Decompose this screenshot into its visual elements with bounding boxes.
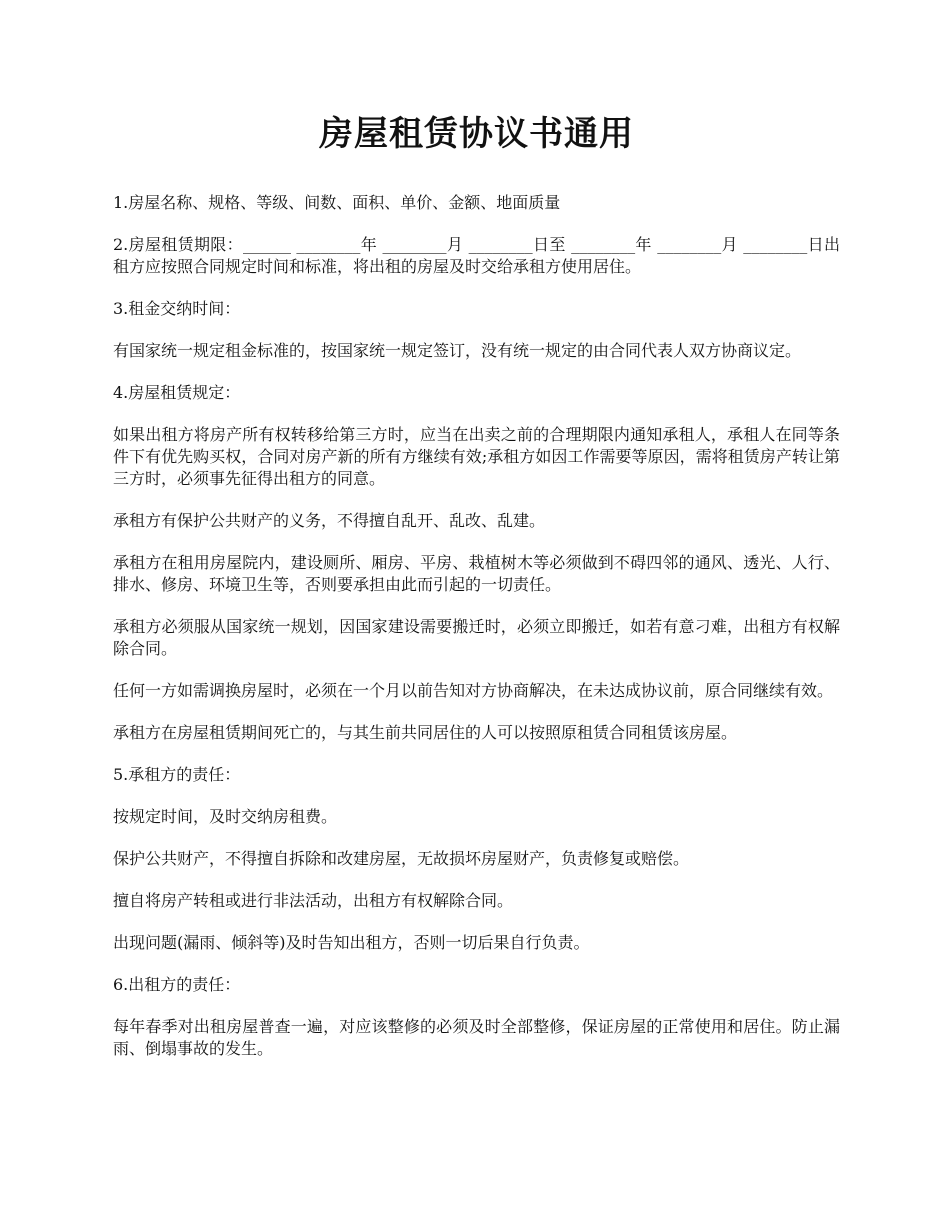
clause-3-body: 有国家统一规定租金标准的，按国家统一规定签订，没有统一规定的由合同代表人双方协商议定。 (113, 341, 802, 360)
document-title: 房屋租赁协议书通用 (319, 114, 634, 154)
clause-5-heading: 5.承租方的责任： (113, 765, 241, 784)
clause-4-item-4: 承租方必须服从国家统一规划，因国家建设需要搬迁时，必须立即搬迁，如若有意刁难，出租方有权解除合同。 (113, 617, 840, 658)
clause-5-item-4: 出现问题(漏雨、倾斜等)及时告知出租方，否则一切后果自行负责。 (113, 933, 590, 952)
clause-3-heading: 3.租金交纳时间： (113, 299, 241, 318)
clause-2-lease-term: 2.房屋租赁期限：______ ________年 ________月 ________日至 ________年 ________月 ________日出租方应按照合同规定时间和标准，将出租的房屋及时交给承租方使用居住。 (113, 235, 840, 276)
clause-6-heading: 6.出租方的责任： (113, 975, 241, 994)
clause-4-item-3: 承租方在租用房屋院内，建设厕所、厢房、平房、栽植树木等必须做到不碍四邻的通风、透光、人行、排水、修房、环境卫生等，否则要承担由此而引起的一切责任。 (113, 553, 840, 594)
clause-4-item-2: 承租方有保护公共财产的义务，不得擅自乱开、乱改、乱建。 (113, 511, 546, 530)
clause-5-item-2: 保护公共财产，不得擅自拆除和改建房屋，无故损坏房屋财产，负责修复或赔偿。 (113, 849, 690, 868)
clause-4-item-6: 承租方在房屋租赁期间死亡的，与其生前共同居住的人可以按照原租赁合同租赁该房屋。 (113, 723, 738, 742)
clause-5-item-3: 擅自将房产转租或进行非法活动，出租方有权解除合同。 (113, 891, 514, 910)
clause-6-item-1: 每年春季对出租房屋普查一遍，对应该整修的必须及时全部整修，保证房屋的正常使用和居住。防止漏雨、倒塌事故的发生。 (113, 1017, 840, 1058)
clause-4-item-5: 任何一方如需调换房屋时，必须在一个月以前告知对方协商解决，在未达成协议前，原合同继续有效。 (113, 681, 834, 700)
clause-4-heading: 4.房屋租赁规定： (113, 383, 241, 402)
document-body (113, 192, 840, 1060)
clause-4-item-1: 如果出租方将房产所有权转移给第三方时，应当在出卖之前的合理期限内通知承租人，承租人在同等条件下有优先购买权，合同对房产新的所有方继续有效;承租方如因工作需要等原因，需将租赁房产转让第三方时，必须事先征得出租方的同意。 (113, 425, 840, 488)
clause-5-item-1: 按规定时间，及时交纳房租费。 (113, 807, 338, 826)
clause-1-heading: 1.房屋名称、规格、等级、间数、面积、单价、金额、地面质量 (113, 193, 561, 212)
